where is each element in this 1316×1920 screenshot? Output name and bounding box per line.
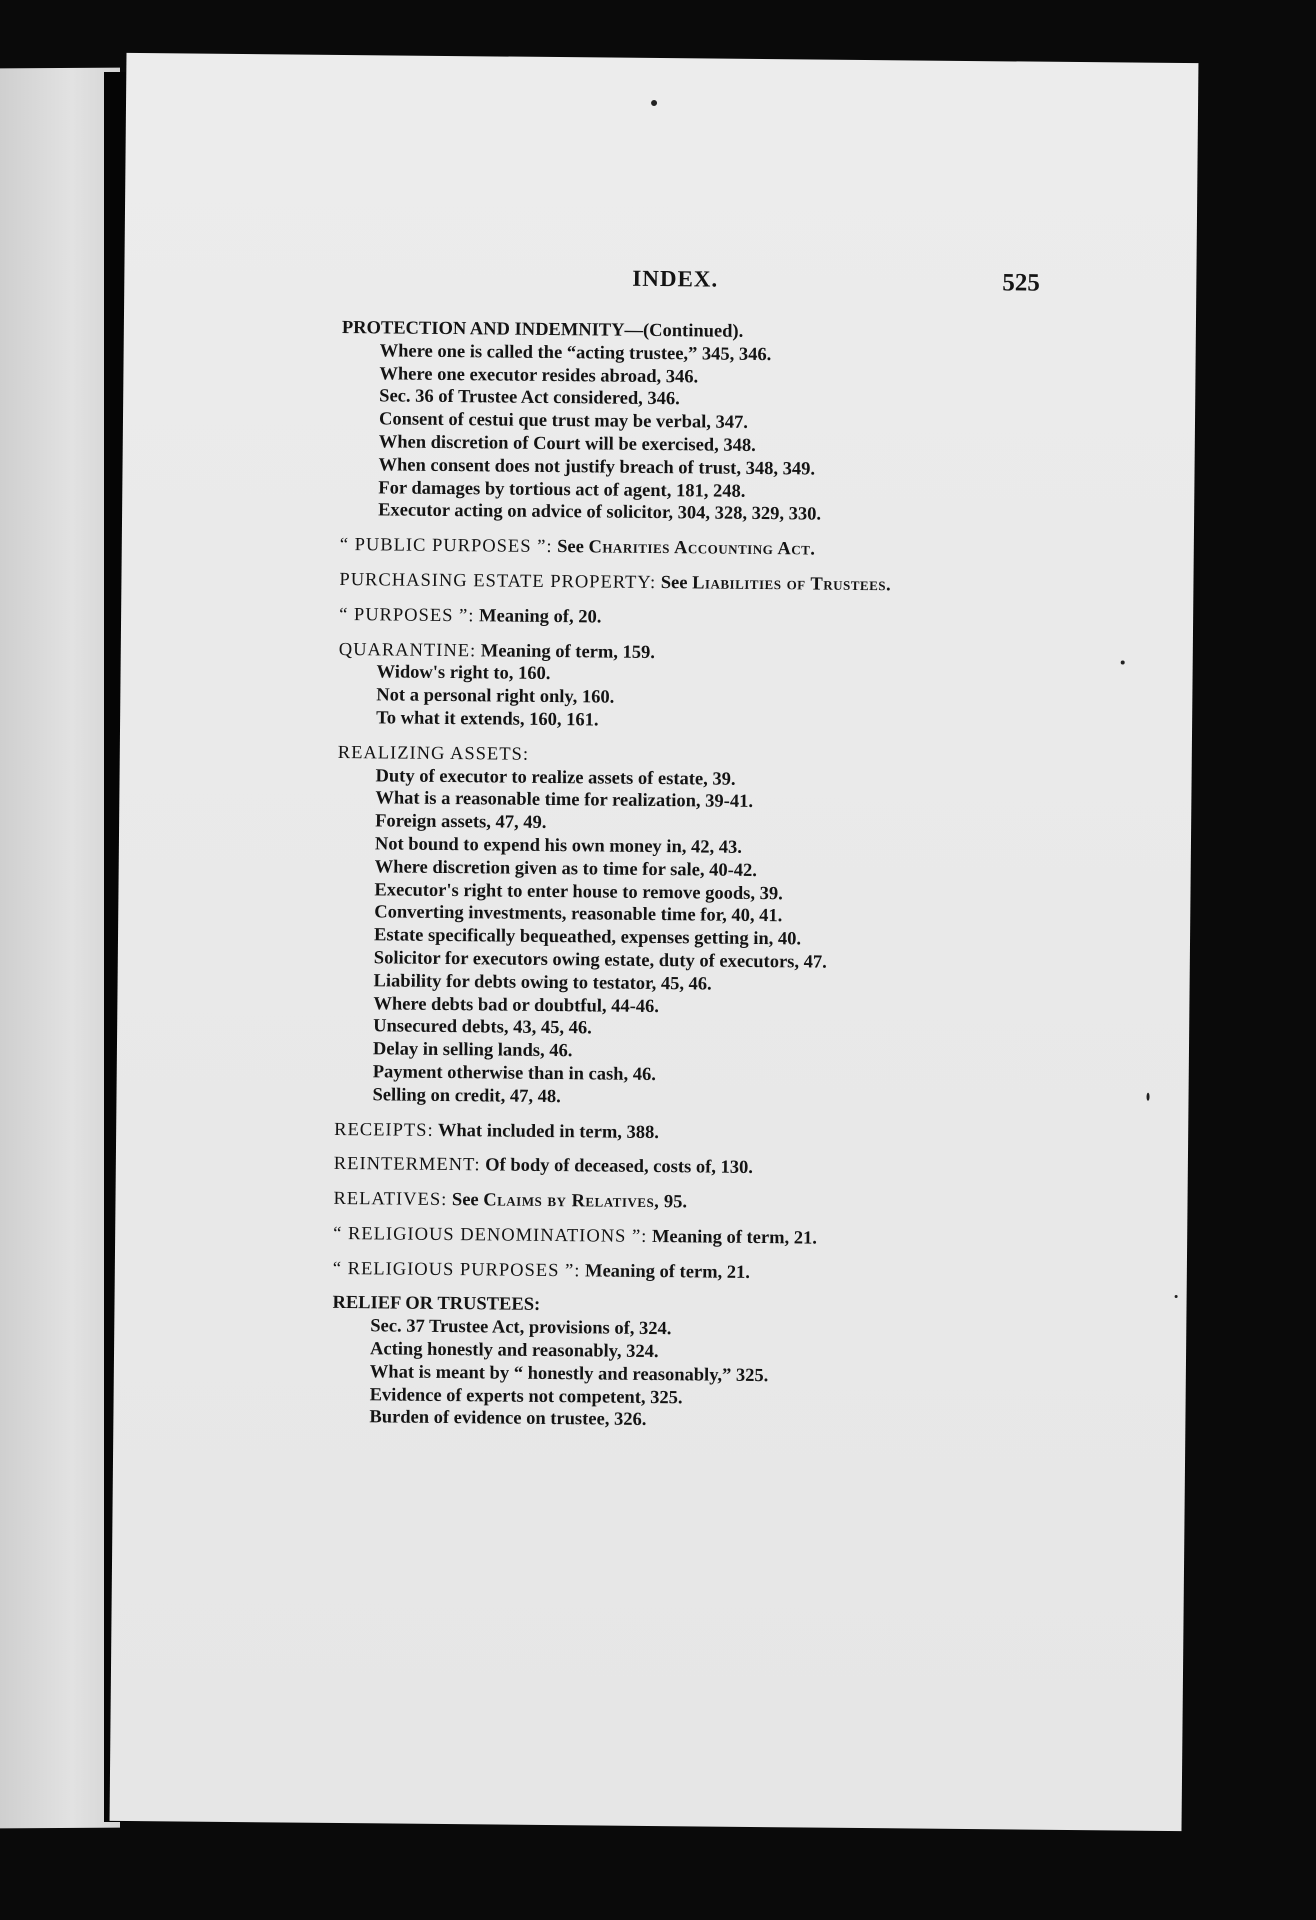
entry-subline: Sec. 37 Trustee Act, provisions of, 324. [370,1316,672,1340]
entry-subline: Where discretion given as to time for sale, 40-42. [374,857,758,881]
entry-subline: Burden of evidence on trustee, 326. [369,1407,647,1431]
index-entry [340,534,1180,565]
entry-subline: Payment otherwise than in cash, 46. [372,1062,656,1085]
entry-subline: Evidence of experts not competent, 325. [369,1384,683,1408]
scanned-page [110,53,1199,1831]
entry-subline: Delay in selling lands, 46. [372,1039,573,1062]
index-page-content [110,53,1199,1831]
entry-subline: What is meant by “ honestly and reasonably,” 325. [369,1362,769,1386]
index-entry [331,1292,1172,1437]
entry-heading: QUARANTINE: Meaning of term, 159. [338,639,656,663]
entry-heading: “ PUBLIC PURPOSES ”: See Charities Accounting Act. [339,535,816,560]
entry-heading: RELATIVES: See Claims by Relatives, 95. [333,1189,688,1213]
entry-heading: RELIEF OR TRUSTEES: [332,1293,541,1316]
entry-subline: Executor acting on advice of solicitor, 304, 328, 329, 330. [378,500,822,525]
entry-subline: For damages by tortious act of agent, 181, 248. [378,477,746,502]
index-entry [338,639,1179,738]
page-number: 525 [1002,269,1040,297]
index-entry [340,317,1182,530]
entry-subline: Not bound to expend his own money in, 42, 43. [374,834,743,858]
entry-subline: Not a personal right only, 160. [376,685,615,708]
index-entry [339,569,1179,600]
entry-subline: To what it extends, 160, 161. [376,708,599,731]
facing-page-edge [0,68,120,1829]
index-entry [334,1153,1174,1184]
entry-subline: Where one is called the “acting trustee,” 345, 346. [379,341,772,365]
entry-subline: Solicitor for executors owing estate, duty of executors, 47. [373,948,827,973]
entry-subline: Foreign assets, 47, 49. [375,811,547,834]
entry-heading: RECEIPTS: What included in term, 388. [334,1119,660,1143]
index-entry [334,1118,1174,1149]
entry-heading: “ RELIGIOUS DENOMINATIONS ”: Meaning of term, 21. [333,1223,818,1249]
index-entry [339,604,1179,635]
index-entry [333,1188,1173,1219]
entry-subline: Unsecured debts, 43, 45, 46. [373,1016,592,1039]
entry-subline: Converting investments, reasonable time for, 40, 41. [374,902,783,927]
entry-heading: REINTERMENT: Of body of deceased, costs of, 130. [333,1154,754,1179]
index-entry [334,742,1177,1115]
entry-subline: Liability for debts owing to testator, 45, 46. [373,971,712,995]
entry-subline: Acting honestly and reasonably, 324. [369,1339,659,1363]
index-entry [333,1223,1173,1254]
entry-heading: “ PURPOSES ”: Meaning of, 20. [339,604,602,628]
page-title: INDEX. [632,265,719,292]
entry-subline: Consent of cestui que trust may be verbal, 347. [378,409,749,434]
index-entry [333,1258,1173,1289]
entry-heading: PURCHASING ESTATE PROPERTY: See Liabilities of Trustees. [339,569,892,596]
entry-subline: Selling on credit, 47, 48. [372,1085,561,1107]
entry-subline: Widow's right to, 160. [376,662,551,685]
entry-subline: Sec. 36 of Trustee Act considered, 346. [379,386,680,410]
entry-subline: What is a reasonable time for realization, 39-41. [375,788,754,813]
entry-subline: Estate specifically bequeathed, expenses getting in, 40. [373,925,802,950]
entry-subline: Duty of executor to realize assets of estate, 39. [375,765,736,790]
entry-heading: “ RELIGIOUS PURPOSES ”: Meaning of term, 21. [332,1258,751,1283]
entry-subline: When consent does not justify breach of trust, 348, 349. [378,455,816,480]
entry-subline: Where one executor resides abroad, 346. [379,363,699,387]
index-entries [331,317,1182,1449]
entry-subline: Where debts bad or doubtful, 44-46. [373,993,660,1017]
entry-subline: When discretion of Court will be exercised, 348. [378,432,756,456]
entry-subline: Executor's right to enter house to remove goods, 39. [374,879,783,904]
entry-heading: REALIZING ASSETS: [337,742,530,765]
running-header [124,261,1196,311]
entry-heading: PROTECTION AND INDEMNITY—(Continued). [341,317,744,342]
